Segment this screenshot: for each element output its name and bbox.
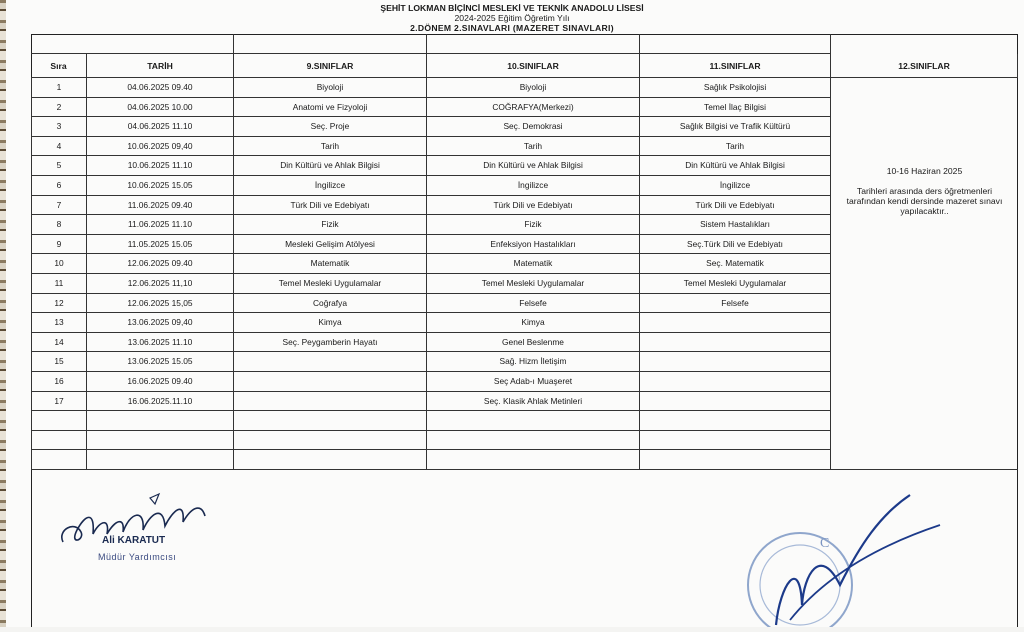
table-cell: 14 [31, 333, 87, 353]
table-cell: 8 [31, 215, 87, 235]
table-cell: 3 [31, 117, 87, 137]
table-cell: Tarih [640, 137, 831, 157]
table-cell: 11.06.2025 09.40 [87, 196, 234, 216]
table-cell: Fizik [234, 215, 427, 235]
table-cell: Genel Beslenme [427, 333, 640, 353]
table-cell: Felsefe [640, 294, 831, 314]
table-cell: İngilizce [427, 176, 640, 196]
table-cell: 10.06.2025 09,40 [87, 137, 234, 157]
table-cell: 11.06.2025 11.10 [87, 215, 234, 235]
table-cell: Matematik [234, 254, 427, 274]
table-cell [31, 431, 87, 451]
table-cell: 12 [31, 294, 87, 314]
table-cell: 10.06.2025 15.05 [87, 176, 234, 196]
table-cell: Sistem Hastalıkları [640, 215, 831, 235]
table-cell: 17 [31, 392, 87, 412]
table-cell [87, 450, 234, 470]
table-cell [234, 431, 427, 451]
table-cell: Coğrafya [234, 294, 427, 314]
table-cell: Temel Mesleki Uygulamalar [234, 274, 427, 294]
table-cell: Temel İlaç Bilgisi [640, 98, 831, 118]
grade12-text: Tarihleri arasında ders öğretmenleri tarafından kendi dersinde mazeret sınavı yapılacaktır.. [846, 186, 1003, 216]
table-cell: Seç. Proje [234, 117, 427, 137]
table-cell: Türk Dili ve Edebiyatı [234, 196, 427, 216]
table-cell [234, 352, 427, 372]
vice-principal-signature [55, 490, 215, 580]
table-cell: Tarih [234, 137, 427, 157]
table-cell: COĞRAFYA(Merkezi) [427, 98, 640, 118]
table-cell: Seç. Peygamberin Hayatı [234, 333, 427, 353]
table-cell [234, 450, 427, 470]
table-cell: 5 [31, 156, 87, 176]
table-cell: 9 [31, 235, 87, 255]
table-cell: Seç. Klasik Ahlak Metinleri [427, 392, 640, 412]
table-cell: 12.06.2025 11,10 [87, 274, 234, 294]
table-cell: Mesleki Gelişim Atölyesi [234, 235, 427, 255]
header-spacer-cell [31, 34, 87, 54]
table-cell: Türk Dili ve Edebiyatı [427, 196, 640, 216]
table-cell: Seç.Türk Dili ve Edebiyatı [640, 235, 831, 255]
table-cell: 15 [31, 352, 87, 372]
table-cell: Kimya [427, 313, 640, 333]
grade12-note [831, 78, 1018, 470]
header-spacer-cell [87, 34, 234, 54]
table-cell: 04.06.2025 09.40 [87, 78, 234, 98]
table-cell [640, 333, 831, 353]
table-cell [427, 450, 640, 470]
table-cell: Tarih [427, 137, 640, 157]
table-cell: Temel Mesleki Uygulamalar [640, 274, 831, 294]
table-cell [234, 411, 427, 431]
school-name: ŞEHİT LOKMAN BİÇİNCİ MESLEKİ VE TEKNİK ANADOLU LİSESİ [380, 3, 644, 13]
table-cell: Seç. Matematik [640, 254, 831, 274]
table-cell: Seç Adab-ı Muaşeret [427, 372, 640, 392]
table-cell [234, 372, 427, 392]
column-header: 10.SINIFLAR [427, 54, 640, 78]
table-cell: 13 [31, 313, 87, 333]
table-cell: 2 [31, 98, 87, 118]
table-cell [640, 450, 831, 470]
table-cell: Enfeksiyon Hastalıkları [427, 235, 640, 255]
table-cell: Din Kültürü ve Ahlak Bilgisi [427, 156, 640, 176]
table-cell: Din Kültürü ve Ahlak Bilgisi [234, 156, 427, 176]
table-cell: 13.06.2025 11.10 [87, 333, 234, 353]
scan-edge [0, 0, 6, 627]
table-cell: 7 [31, 196, 87, 216]
table-cell [640, 313, 831, 333]
grade12-dates: 10-16 Haziran 2025 [886, 166, 963, 176]
svg-text:C: C [820, 536, 830, 551]
table-cell [640, 431, 831, 451]
column-header: 9.SINIFLAR [234, 54, 427, 78]
table-cell: İngilizce [234, 176, 427, 196]
table-cell: Sağlık Psikolojisi [640, 78, 831, 98]
table-cell [640, 411, 831, 431]
table-cell: 16.06.2025 09.40 [87, 372, 234, 392]
table-cell: Türk Dili ve Edebiyatı [640, 196, 831, 216]
table-cell: Temel Mesleki Uygulamalar [427, 274, 640, 294]
table-cell: 12.06.2025 15,05 [87, 294, 234, 314]
table-cell: İngilizce [640, 176, 831, 196]
table-cell: 11.05.2025 15.05 [87, 235, 234, 255]
table-cell: 1 [31, 78, 87, 98]
exam-title: 2.DÖNEM 2.SINAVLARI (MAZERET SINAVLARI) [410, 23, 614, 33]
header-spacer-cell [427, 34, 640, 54]
table-cell [640, 352, 831, 372]
table-cell: 13.06.2025 09,40 [87, 313, 234, 333]
table-cell [87, 431, 234, 451]
table-cell: 16.06.2025.11.10 [87, 392, 234, 412]
table-cell: 04.06.2025 11.10 [87, 117, 234, 137]
table-cell: Din Kültürü ve Ahlak Bilgisi [640, 156, 831, 176]
table-cell: 13.06.2025 15.05 [87, 352, 234, 372]
column-header: Sıra [31, 54, 87, 78]
table-cell: Felsefe [427, 294, 640, 314]
table-cell [427, 431, 640, 451]
table-cell: Sağ. Hizm İletişim [427, 352, 640, 372]
table-cell: 11 [31, 274, 87, 294]
table-cell [31, 411, 87, 431]
table-cell: Kimya [234, 313, 427, 333]
table-cell: 10.06.2025 11.10 [87, 156, 234, 176]
table-cell [640, 372, 831, 392]
table-cell [427, 411, 640, 431]
table-cell: Anatomi ve Fizyoloji [234, 98, 427, 118]
header-spacer-cell [234, 34, 427, 54]
table-cell: Fizik [427, 215, 640, 235]
column-header: TARİH [87, 54, 234, 78]
table-cell: 04.06.2025 10.00 [87, 98, 234, 118]
table-cell [234, 392, 427, 412]
column-header: 11.SINIFLAR [640, 54, 831, 78]
principal-stamp-signature [740, 485, 960, 627]
table-cell [640, 392, 831, 412]
table-cell: Biyoloji [427, 78, 640, 98]
table-cell: 16 [31, 372, 87, 392]
table-cell: 10 [31, 254, 87, 274]
table-cell [87, 411, 234, 431]
signer-title: Müdür Yardımcısı [98, 552, 177, 562]
table-cell: Sağlık Bilgisi ve Trafik Kültürü [640, 117, 831, 137]
table-cell: Matematik [427, 254, 640, 274]
table-cell: 12.06.2025 09.40 [87, 254, 234, 274]
table-cell [31, 450, 87, 470]
signer-name: Ali KARATUT [102, 535, 166, 546]
header-spacer-cell [640, 34, 831, 54]
table-cell: Seç. Demokrasi [427, 117, 640, 137]
official-stamp [740, 485, 960, 627]
table-cell: 6 [31, 176, 87, 196]
table-cell: 4 [31, 137, 87, 157]
column-header: 12.SINIFLAR [831, 54, 1018, 78]
academic-year: 2024-2025 Eğitim Öğretim Yılı [454, 13, 570, 23]
table-cell: Biyoloji [234, 78, 427, 98]
